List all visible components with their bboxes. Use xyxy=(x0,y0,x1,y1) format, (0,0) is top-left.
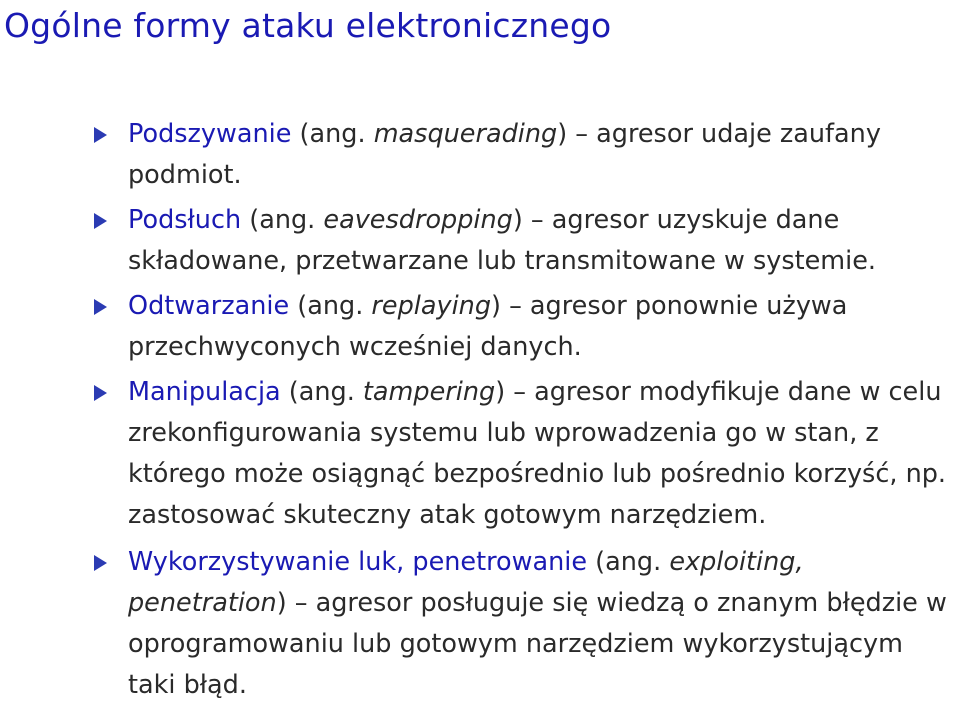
item-foreign-term: eavesdropping xyxy=(323,205,513,235)
list-item xyxy=(88,372,956,536)
list-item xyxy=(88,114,956,196)
item-foreign-term: masquerading xyxy=(373,119,558,149)
item-pre: (ang. xyxy=(289,291,372,321)
item-description: ) – agresor udaje zaufany podmiot. xyxy=(128,119,881,190)
triangle-bullet-icon xyxy=(94,127,107,143)
item-foreign-term: replaying xyxy=(371,291,492,321)
item-description: ) – agresor modyfikuje dane w celu zrekonfigurowania systemu lub wprowadzenia go w stan, z którego może osiągnąć bezpośrednio lub pośrednio korzyść, np. zastosować skuteczny atak gotowym narzędziem. xyxy=(128,377,947,530)
bullet-list xyxy=(88,114,956,710)
item-term: Manipulacja xyxy=(128,377,281,407)
list-item xyxy=(88,286,956,368)
item-pre: (ang. xyxy=(291,119,374,149)
item-pre: (ang. xyxy=(241,205,324,235)
item-description: ) – agresor ponownie używa przechwyconych wcześniej danych. xyxy=(128,291,848,362)
item-pre: (ang. xyxy=(587,547,670,577)
item-term: Podsłuch xyxy=(128,205,242,235)
item-term: Odtwarzanie xyxy=(128,291,290,321)
item-description: ) – agresor uzyskuje dane składowane, przetwarzane lub transmitowane w systemie. xyxy=(128,205,877,276)
triangle-bullet-icon xyxy=(94,555,107,571)
list-item xyxy=(88,542,956,706)
triangle-bullet-icon xyxy=(94,385,107,401)
triangle-bullet-icon xyxy=(94,299,107,315)
slide-title: Ogólne formy ataku elektronicznego xyxy=(4,6,612,45)
triangle-bullet-icon xyxy=(94,213,107,229)
item-term: Podszywanie xyxy=(128,119,292,149)
item-foreign-term: exploiting, penetration xyxy=(128,547,804,618)
item-term: Wykorzystywanie luk, penetrowanie xyxy=(128,547,588,577)
item-pre: (ang. xyxy=(280,377,363,407)
item-description: ) – agresor posługuje się wiedzą o znanym błędzie w oprogramowaniu lub gotowym narzędziem wykorzystującym taki błąd. xyxy=(128,588,947,700)
list-item xyxy=(88,200,956,282)
item-foreign-term: tampering xyxy=(362,377,496,407)
